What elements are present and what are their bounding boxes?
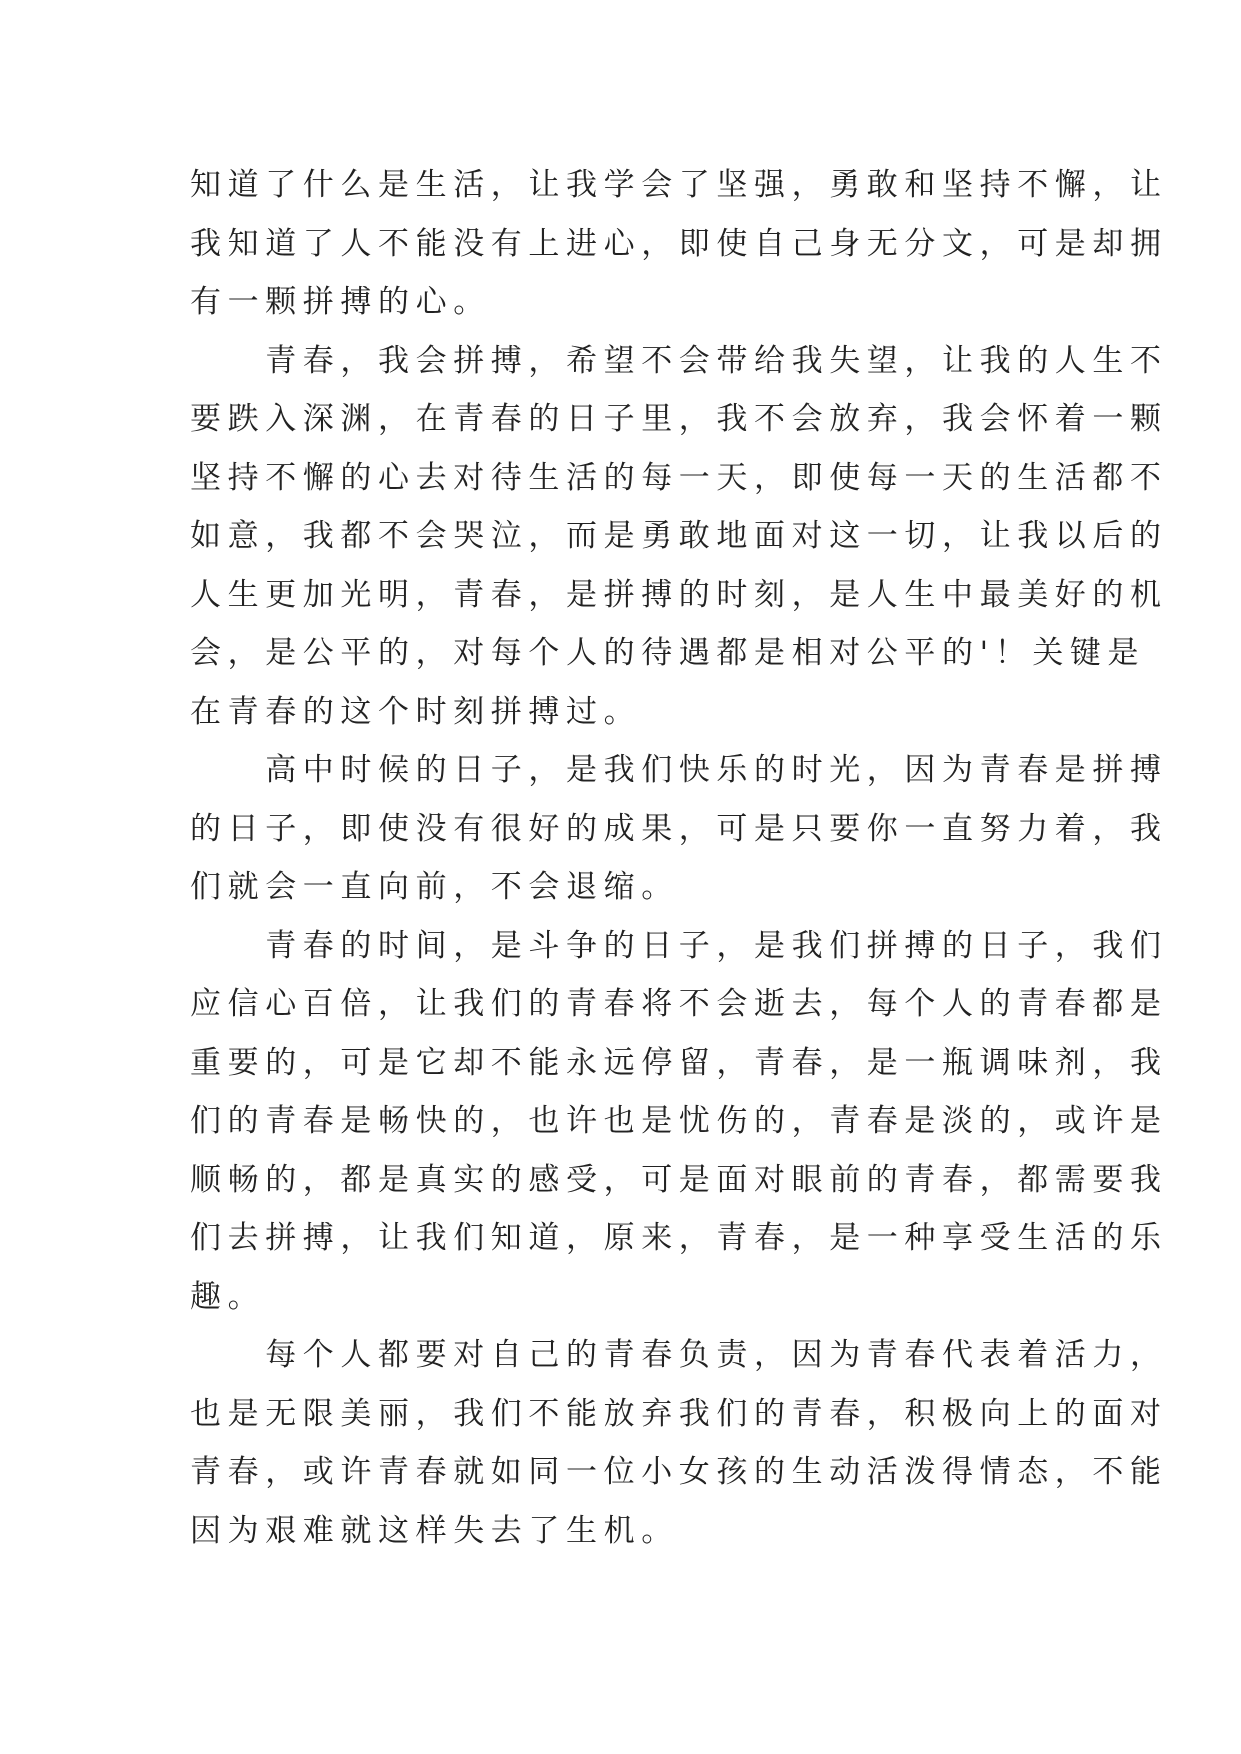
- text-line: 们去拼搏，让我们知道，原来，青春，是一种享受生活的乐: [190, 1220, 1168, 1256]
- text-line: 也是无限美丽，我们不能放弃我们的青春，积极向上的面对: [190, 1395, 1168, 1432]
- text-line: 我知道了人不能没有上进心，即使自己身无分文，可是却拥: [190, 225, 1168, 262]
- text-line: 的日子，即使没有很好的成果，可是只要你一直努力着，我: [190, 810, 1168, 847]
- paragraph-1: [190, 156, 1168, 332]
- document-body: [190, 156, 1168, 1560]
- text-line: 因为艰难就这样失去了生机。: [190, 1512, 679, 1549]
- paragraph-5: [190, 1326, 1168, 1560]
- text-line: 趣。: [190, 1278, 266, 1315]
- paragraph-3: [190, 741, 1168, 917]
- text-line: 人生更加光明，青春，是拼搏的时刻，是人生中最美好的机: [190, 576, 1168, 613]
- text-line: 应信心百倍，让我们的青春将不会逝去，每个人的青春都是: [190, 986, 1168, 1022]
- text-line: 高中时候的日子，是我们快乐的时光，因为青春是拼搏: [190, 752, 1168, 788]
- text-line: 们就会一直向前，不会退缩。: [190, 869, 679, 905]
- text-line: 知道了什么是生活，让我学会了坚强，勇敢和坚持不懈，让: [190, 167, 1168, 203]
- text-line: 坚持不懈的心去对待生活的每一天，即使每一天的生活都不: [190, 459, 1168, 496]
- text-line: 要跌入深渊，在青春的日子里，我不会放弃，我会怀着一颗: [190, 401, 1168, 437]
- paragraph-2: [190, 332, 1168, 742]
- paragraph-4: [190, 917, 1168, 1327]
- text-line: 们的青春是畅快的，也许也是忧伤的，青春是淡的，或许是: [190, 1103, 1168, 1139]
- text-line: 会，是公平的，对每个人的待遇都是相对公平的'！关键是: [190, 635, 1146, 671]
- text-line: 每个人都要对自己的青春负责，因为青春代表着活力，: [190, 1337, 1168, 1373]
- text-line: 青春，我会拼搏，希望不会带给我失望，让我的人生不: [190, 342, 1168, 379]
- text-line: 顺畅的，都是真实的感受，可是面对眼前的青春，都需要我: [190, 1161, 1168, 1198]
- text-line: 青春，或许青春就如同一位小女孩的生动活泼得情态，不能: [190, 1454, 1168, 1490]
- text-line: 在青春的这个时刻拼搏过。: [190, 693, 642, 730]
- text-line: 有一颗拼搏的心。: [190, 284, 491, 320]
- text-line: 如意，我都不会哭泣，而是勇敢地面对这一切，让我以后的: [190, 518, 1168, 554]
- text-line: 重要的，可是它却不能永远停留，青春，是一瓶调味剂，我: [190, 1044, 1168, 1081]
- text-line: 青春的时间，是斗争的日子，是我们拼搏的日子，我们: [190, 927, 1168, 964]
